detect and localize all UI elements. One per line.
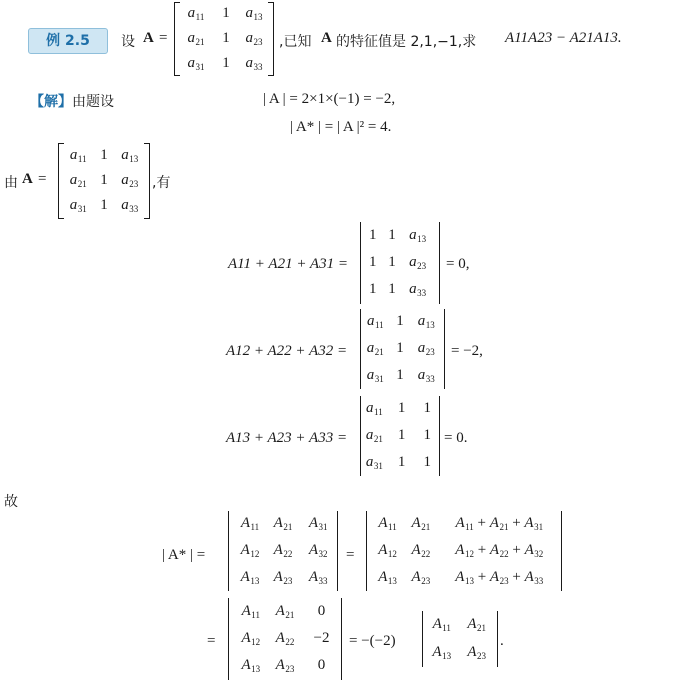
matrix-cell: $A_{33}$ [308, 568, 328, 586]
matrix-cell: $A_{21}$ [273, 515, 293, 533]
matrix-cell: $a_{11}$ [69, 146, 87, 164]
matrix-cell: $a_{23}$ [245, 30, 263, 47]
matrix-cell: $a_{21}$ [366, 340, 384, 357]
matrix-cell: $a_{23}$ [121, 172, 139, 189]
matrix-cell: $A_{21}$ [467, 616, 487, 633]
matrix-cell: 1 [369, 254, 377, 270]
solution-intro: 由题设 [72, 94, 114, 110]
right-bar [497, 611, 498, 667]
target-expression: A11A23 − A21A13. [505, 30, 622, 46]
eigen-text: 的特征值是 2,1,−1,求 [336, 34, 477, 50]
matrix-cell: 1 [100, 146, 108, 163]
determinant-col2 [360, 309, 445, 389]
matrix-a-symbol-3: A [22, 171, 33, 187]
reduced-determinant [228, 598, 342, 680]
final-lhs: | A* | = [162, 547, 206, 563]
right-bar [439, 222, 440, 304]
matrix-cell: $a_{23}$ [417, 340, 435, 357]
matrix-cell: 1 [388, 281, 396, 298]
intro-text: 设 [121, 34, 135, 50]
given-text: ,已知 [279, 34, 312, 50]
equals-sign-2: = [38, 171, 47, 187]
therefore-label: 故 [4, 494, 18, 510]
matrix-cell: $a_{11}$ [187, 5, 205, 23]
determinant-col1 [360, 222, 440, 304]
matrix-cell: 1 [423, 453, 431, 470]
matrix-cell: 1 [100, 172, 108, 188]
matrix-cell: 1 [397, 453, 406, 470]
left-bar [422, 611, 423, 667]
left-bracket [174, 2, 180, 76]
matrix-cell: $a_{33}$ [409, 281, 427, 299]
result-col3: = 0. [444, 430, 468, 446]
determinant-a-equation: | A | = 2×1×(−1) = −2, [263, 91, 396, 107]
matrix-cell: 1 [100, 197, 108, 214]
matrix-cell: $a_{11}$ [366, 400, 383, 418]
from-prefix: 由 [4, 175, 18, 191]
matrix-cell: 1 [369, 226, 377, 243]
example-badge: 例 2.5 [28, 28, 108, 54]
left-bar [360, 222, 361, 304]
matrix-cell: $a_{21}$ [365, 427, 383, 444]
matrix-cell: $a_{13}$ [121, 146, 139, 164]
matrix-cell: $a_{13}$ [245, 5, 263, 23]
result-col1: = 0, [446, 256, 470, 272]
matrix-a-symbol-2: A [321, 30, 332, 46]
matrix-cell: $A_{13}$ [432, 644, 452, 661]
matrix-cell: $A_{12} + A_{22} + A_{32}$ [455, 542, 544, 559]
column-sum-determinant [366, 511, 562, 591]
matrix-cell: 1 [388, 226, 396, 243]
left-bar [360, 396, 361, 476]
matrix-cell: 1 [423, 427, 431, 443]
matrix-cell: 1 [396, 366, 404, 383]
matrix-cell: $a_{33}$ [121, 197, 139, 215]
matrix-cell: $a_{21}$ [69, 172, 87, 189]
matrix-cell: 1 [222, 30, 230, 46]
matrix-cell: $A_{22}$ [411, 542, 431, 559]
matrix-cell: $A_{12}$ [378, 542, 397, 559]
matrix-cell: $a_{23}$ [409, 254, 427, 271]
matrix-cell: $a_{31}$ [365, 453, 383, 471]
coefficient: = −(−2) [349, 633, 396, 649]
matrix-cell: 1 [222, 5, 230, 22]
right-bar [341, 598, 342, 680]
matrix-a-repeat [58, 143, 150, 219]
matrix-cell: $A_{22}$ [273, 542, 293, 559]
left-bar [366, 511, 367, 591]
cofactor-sum-col2: A12 + A22 + A32 = [226, 343, 348, 359]
solution-label: 【解】 [30, 94, 72, 110]
matrix-cell: $a_{13}$ [409, 226, 427, 244]
matrix-cell: $a_{31}$ [187, 54, 205, 72]
equals-final-2: = [207, 633, 216, 649]
matrix-a [174, 2, 274, 76]
matrix-cell: $A_{13} + A_{23} + A_{33}$ [455, 568, 544, 586]
matrix-cell: $A_{11}$ [378, 515, 397, 533]
left-bar [360, 309, 361, 389]
left-bracket [58, 143, 64, 219]
left-bar [228, 598, 229, 680]
matrix-cell: $A_{11} + A_{21} + A_{31}$ [455, 515, 544, 533]
right-bar [444, 309, 445, 389]
matrix-cell: $A_{13}$ [241, 657, 261, 675]
result-col2: = −2, [451, 343, 483, 359]
left-bar [228, 511, 229, 591]
matrix-cell: 1 [396, 340, 404, 356]
matrix-cell: $a_{31}$ [69, 197, 87, 215]
right-bar [561, 511, 562, 591]
matrix-cell: $A_{12}$ [240, 542, 260, 559]
matrix-cell: $a_{31}$ [366, 366, 384, 384]
matrix-cell: $a_{11}$ [366, 313, 384, 331]
matrix-cell: $A_{11}$ [432, 616, 451, 633]
matrix-cell: 1 [388, 254, 396, 270]
matrix-cell: $A_{22}$ [275, 630, 295, 647]
adjugate-determinant-equation: | A* | = | A |² = 4. [290, 119, 392, 135]
matrix-cell: $A_{21}$ [275, 602, 295, 620]
equals-final-1: = [346, 547, 355, 563]
right-bracket [144, 143, 150, 219]
matrix-cell: 1 [222, 54, 230, 71]
matrix-cell: $A_{23}$ [467, 644, 487, 661]
final-period: . [500, 633, 504, 649]
matrix-cell: 0 [317, 657, 326, 674]
solution-line [30, 91, 114, 111]
adjugate-determinant [228, 511, 338, 591]
minor-determinant [422, 611, 498, 667]
matrix-cell: $A_{32}$ [308, 542, 328, 559]
matrix-cell: $A_{23}$ [273, 568, 293, 586]
matrix-cell: 1 [397, 400, 406, 417]
matrix-cell: $A_{31}$ [308, 515, 328, 533]
matrix-cell: $A_{12}$ [241, 630, 261, 647]
matrix-cell: $A_{13}$ [378, 568, 397, 586]
matrix-cell: $A_{11}$ [240, 515, 260, 533]
matrix-a-symbol: A [143, 30, 154, 46]
matrix-cell: $A_{23}$ [275, 657, 295, 675]
matrix-cell: 1 [396, 313, 404, 330]
matrix-cell: $a_{13}$ [417, 313, 435, 331]
matrix-cell: $A_{11}$ [241, 602, 260, 620]
equals-sign: = [159, 30, 168, 46]
from-suffix: ,有 [152, 175, 171, 191]
matrix-cell: 1 [397, 427, 406, 443]
cofactor-sum-col1: A11 + A21 + A31 = [228, 256, 348, 272]
matrix-cell: $A_{13}$ [240, 568, 260, 586]
matrix-cell: 0 [317, 602, 326, 619]
matrix-cell: 1 [423, 400, 431, 417]
matrix-cell: $a_{33}$ [245, 54, 263, 72]
matrix-cell: $A_{23}$ [411, 568, 431, 586]
right-bracket [268, 2, 274, 76]
matrix-cell: −2 [313, 630, 330, 646]
right-bar [337, 511, 338, 591]
cofactor-sum-col3: A13 + A23 + A33 = [226, 430, 348, 446]
determinant-col3 [360, 396, 440, 476]
right-bar [439, 396, 440, 476]
matrix-cell: $a_{33}$ [417, 366, 435, 384]
matrix-cell: 1 [369, 281, 377, 298]
matrix-cell: $A_{21}$ [411, 515, 431, 533]
matrix-cell: $a_{21}$ [187, 30, 205, 47]
